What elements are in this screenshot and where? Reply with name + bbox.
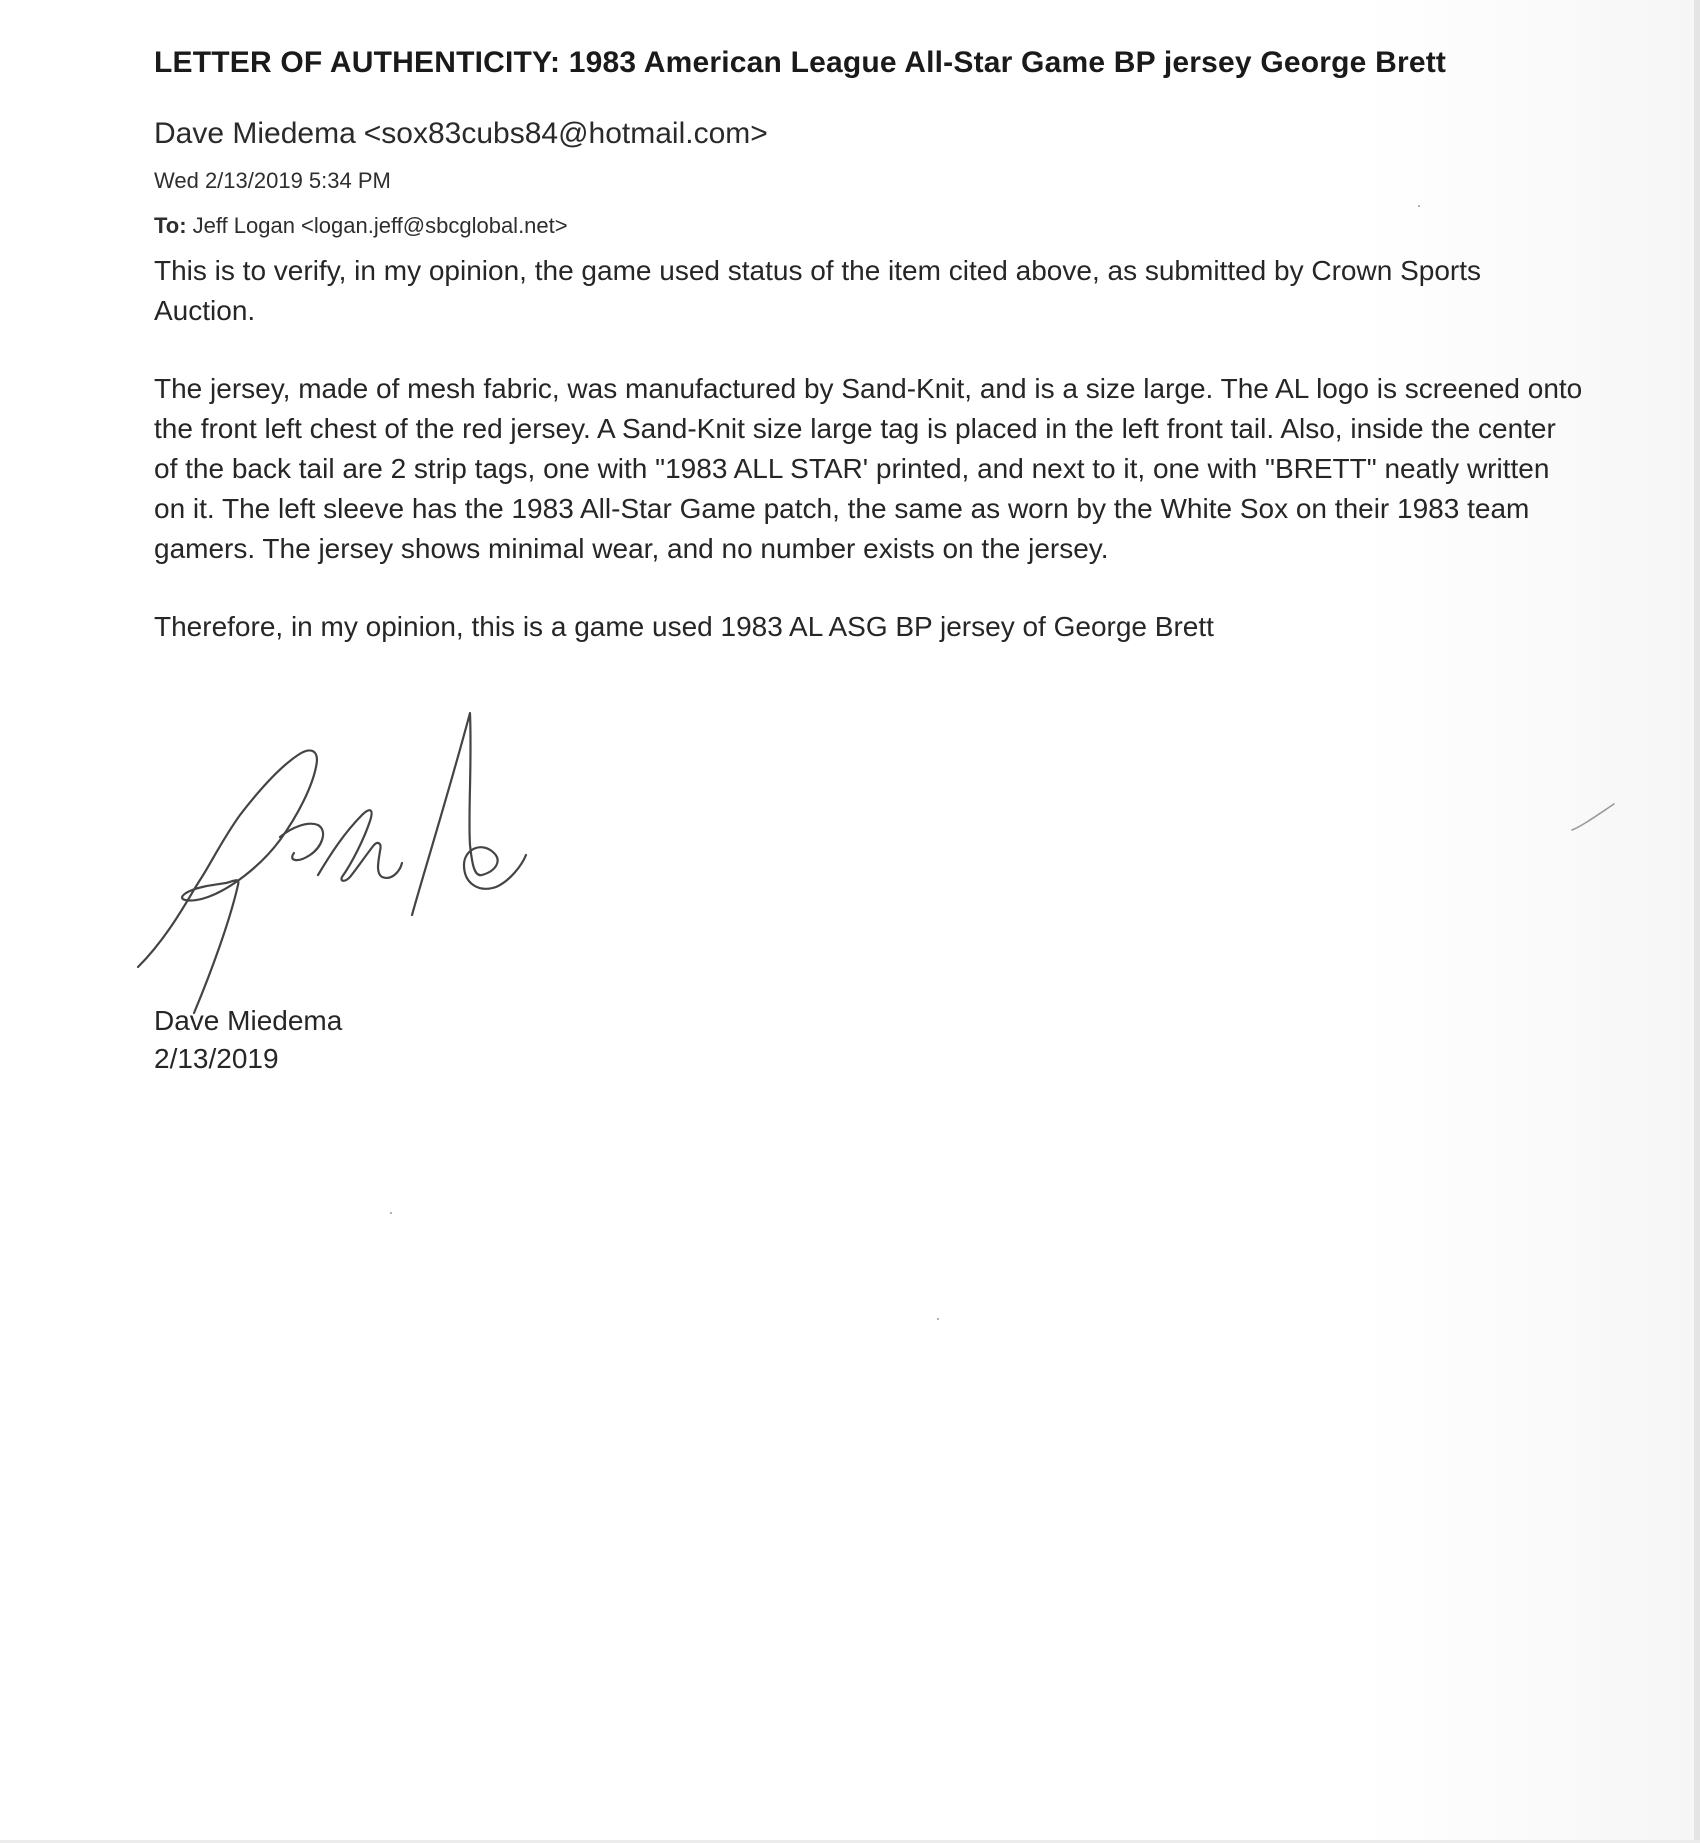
email-sender bbox=[154, 117, 768, 151]
body-paragraph-2: The jersey, made of mesh fabric, was manufactured by Sand-Knit, and is a size large. The AL logo is screened onto the front left chest of the red jersey. A Sand-Knit size large tag is placed in the left front tail. Also, inside the center of the back tail are 2 strip tags, one with "1983 ALL STAR' printed, and next to it, one with "BRETT" neatly written on it. The left sleeve has the 1983 All-Star Game patch, the same as worn by the White Sox on their 1983 team gamers. The jersey shows minimal wear, and no number exists on the jersey. bbox=[154, 373, 1583, 564]
email-subject: LETTER OF AUTHENTICITY: 1983 American League All-Star Game BP jersey George Brett bbox=[154, 46, 1447, 79]
body-paragraph-3: Therefore, in my opinion, this is a game used 1983 AL ASG BP jersey of George Brett bbox=[154, 611, 1214, 642]
handwritten-signature bbox=[130, 705, 590, 1035]
scan-speck bbox=[937, 1318, 939, 1320]
signature-stroke-1 bbox=[138, 751, 317, 1013]
recipient-value: Jeff Logan <logan.jeff@sbcglobal.net> bbox=[192, 213, 568, 238]
scan-speck bbox=[1418, 205, 1420, 207]
scan-speck bbox=[390, 1212, 392, 1214]
recipient-label: To: bbox=[154, 213, 187, 238]
scan-edge-shadow bbox=[1694, 0, 1700, 1843]
letter-body bbox=[154, 251, 1584, 685]
signature-date: 2/13/2019 bbox=[154, 1043, 279, 1074]
signature-stroke-3 bbox=[318, 810, 402, 881]
signature-stroke-4 bbox=[412, 713, 526, 915]
email-sent-date: Wed 2/13/2019 5:34 PM bbox=[154, 168, 391, 193]
sender-email: <sox83cubs84@hotmail.com> bbox=[363, 117, 768, 150]
sender-name: Dave Miedema bbox=[154, 117, 356, 150]
signatory-name: Dave Miedema bbox=[154, 1005, 343, 1036]
email-recipient bbox=[154, 213, 568, 239]
body-paragraph-1: This is to verify, in my opinion, the game used status of the item cited above, as submitted by Crown Sports Auction. bbox=[154, 255, 1481, 326]
pencil-tick-mark bbox=[1568, 800, 1618, 840]
tick-stroke bbox=[1572, 804, 1614, 830]
